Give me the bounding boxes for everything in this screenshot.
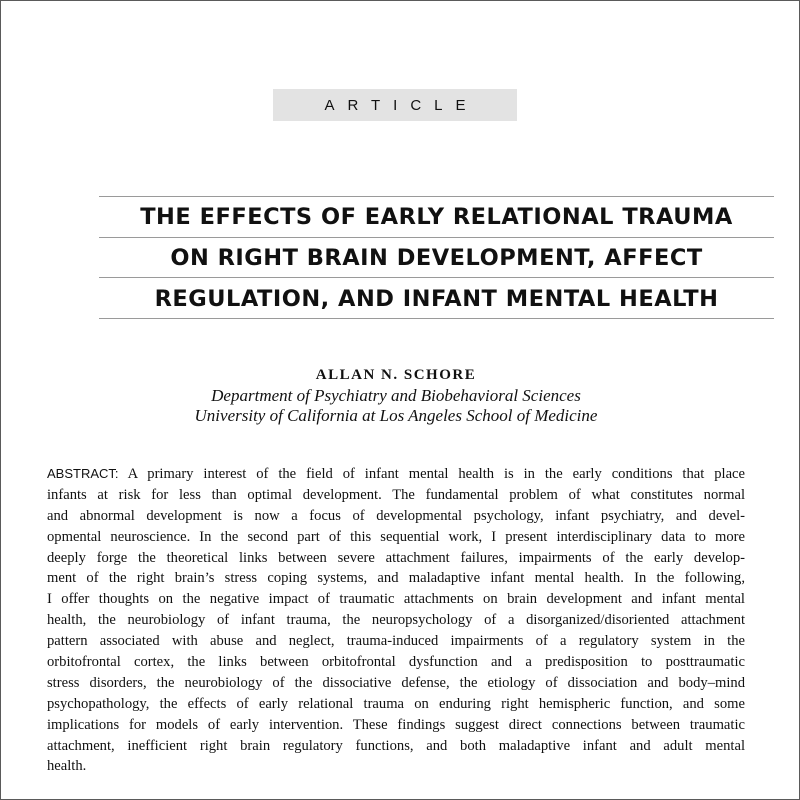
title-line-3: REGULATION, AND INFANT MENTAL HEALTH bbox=[154, 286, 719, 312]
abstract-line: ment of the right brain’s stress coping systems, and maladaptive infant mental health. In the following, bbox=[47, 570, 745, 587]
title-line-1: THE EFFECTS OF EARLY RELATIONAL TRAUMA bbox=[140, 204, 733, 230]
abstract-line: psychopathology, the effects of early relational trauma on enduring right hemispheric function, and some bbox=[47, 695, 745, 712]
abstract-line: deeply forge the theoretical links between severe attachment failures, impairments of the early develop- bbox=[47, 549, 745, 566]
title-rule-1 bbox=[99, 237, 774, 238]
abstract-line: health, the neurobiology of infant trauma, the neuropsychology of a disorganized/disoriented attachment bbox=[47, 612, 745, 629]
abstract-line: stress disorders, the neurobiology of the dissociative defense, the etiology of dissociation and body–mind bbox=[47, 674, 745, 691]
article-type-badge bbox=[273, 89, 517, 121]
abstract-line: attachment, inefficient right brain regulatory functions, and both maladaptive infant and adult mental bbox=[47, 737, 745, 754]
abstract-line: health. bbox=[47, 758, 87, 775]
abstract-line: ABSTRACT: A primary interest of the field of infant mental health is in the early conditions that place bbox=[47, 466, 745, 482]
abstract-line: infants at risk for less than optimal development. The fundamental problem of what constitutes normal bbox=[47, 486, 745, 503]
abstract-line: pattern associated with abuse and neglect, trauma-induced impairments of a regulatory system in the bbox=[47, 633, 745, 650]
title-rule-top bbox=[99, 196, 774, 197]
article-type-label: ARTICLE bbox=[324, 96, 479, 114]
abstract bbox=[47, 464, 745, 777]
abstract-line: I offer thoughts on the negative impact of traumatic attachments on brain development and infant mental bbox=[47, 591, 745, 608]
title-line-2: ON RIGHT BRAIN DEVELOPMENT, AFFECT bbox=[170, 245, 703, 271]
abstract-line: implications for models of early intervention. These findings suggest direct connections between traumatic bbox=[47, 716, 745, 733]
abstract-line: and abnormal development is now a focus of developmental psychology, infant psychiatry, and devel- bbox=[47, 507, 745, 524]
author-department: Department of Psychiatry and Biobehavioral Sciences bbox=[211, 386, 581, 405]
abstract-label: ABSTRACT: bbox=[47, 466, 119, 481]
author-institution: University of California at Los Angeles School of Medicine bbox=[194, 406, 598, 425]
title-rule-bottom bbox=[99, 318, 774, 319]
title-rule-2 bbox=[99, 277, 774, 278]
author-name: ALLAN N. SCHORE bbox=[315, 367, 477, 383]
abstract-line: orbitofrontal cortex, the links between orbitofrontal dysfunction and a predisposition to posttraumatic bbox=[47, 654, 745, 671]
abstract-line: opmental neuroscience. In the second part of this sequential work, I present interdisciplinary data to more bbox=[47, 528, 745, 545]
